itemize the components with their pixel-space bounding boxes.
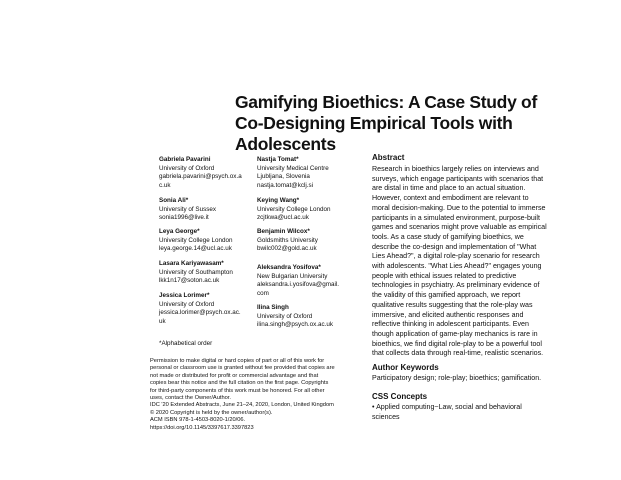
ccs-heading: CSS Concepts — [372, 392, 428, 401]
abstract-line: games and scenarios might prove valuable as empirical — [372, 223, 547, 232]
ccs-body — [372, 403, 590, 422]
author-affiliation: University of Southampton — [159, 268, 233, 276]
author-affiliation: Goldsmiths University — [257, 236, 318, 244]
paper-title: Gamifying Bioethics: A Case Study of Co-Designing Empirical Tools with Adolescents — [235, 92, 537, 154]
author-name: Keying Wang* — [257, 197, 300, 204]
ccs-line: sciences — [372, 412, 400, 421]
abstract-line: that collects data through real-time, realistic scenarios. — [372, 349, 544, 358]
author-name: Aleksandra Yosifova* — [257, 264, 321, 271]
permission-line: Permission to make digital or hard copies of part or all of this work for — [150, 358, 325, 364]
author-name: Nastja Tomat* — [257, 156, 299, 163]
author-block — [257, 264, 357, 298]
abstract-line: moral decision-making. Due to the potential to immerse — [372, 203, 546, 212]
author-block — [159, 292, 245, 326]
abstract-body — [372, 165, 590, 359]
keywords-body — [372, 374, 590, 384]
author-email-cont: com — [257, 289, 269, 297]
author-affiliation-cont: Ljubljana, Slovenia — [257, 173, 310, 181]
abstract-line: immersive, and elicited authentic responses and — [372, 310, 524, 319]
author-affiliation: University of Oxford — [257, 312, 313, 320]
author-name: Sonia Ali* — [159, 197, 189, 204]
abstract-line: describe the co-design and implementation of "What — [372, 242, 537, 251]
permission-block — [150, 358, 362, 432]
abstract-line: Research in bioethics largely relies on interviews and — [372, 165, 539, 173]
abstract-line: though application of game-play mechanics is rare in — [372, 329, 538, 338]
abstract-line: are distal in time and place to an actual situation. — [372, 184, 526, 193]
abstract-line: the validity of this gamified approach, we report — [372, 291, 521, 300]
author-email: leya.george.14@ucl.ac.uk — [159, 245, 232, 253]
author-name: Lasara Kariyawasam* — [159, 260, 224, 267]
author-block — [159, 156, 245, 190]
author-email-cont: uk — [159, 317, 166, 325]
abstract-heading: Abstract — [372, 153, 405, 162]
abstract-line: Lies Ahead?", a digital role-play scenario for research — [372, 252, 540, 261]
author-block — [257, 228, 357, 254]
copyright-line: © 2020 Copyright is held by the owner/author(s). — [150, 409, 273, 416]
author-affiliation: University of Oxford — [159, 164, 215, 172]
keywords-heading: Author Keywords — [372, 363, 439, 372]
author-affiliation: University of Sussex — [159, 205, 217, 213]
author-email: gabriela.pavarini@psych.ox.a — [159, 173, 242, 181]
author-block — [159, 260, 245, 286]
abstract-line: reflective thinking in adolescent participants. Even — [372, 320, 529, 329]
author-name: Jessica Lorimer* — [159, 292, 210, 299]
isbn-line: ACM ISBN 978-1-4503-8020-1/20/06. — [150, 417, 246, 424]
author-email: aleksandra.i.yosifova@gmail. — [257, 281, 339, 289]
permission-line: copies bear this notice and the full citation on the first page. Copyrights — [150, 380, 329, 387]
author-email: lkk1n17@soton.ac.uk — [159, 277, 220, 285]
conference-line: IDC '20 Extended Abstracts, June 21–24, 2020, London, United Kingdom — [150, 402, 334, 409]
permission-line: not made or distributed for profit or commercial advantage and that — [150, 372, 319, 379]
author-block — [159, 197, 245, 223]
author-affiliation: University College London — [257, 205, 331, 213]
author-email: jessica.lorimer@psych.ox.ac. — [159, 309, 241, 317]
author-email: ilina.singh@psych.ox.ac.uk — [257, 321, 334, 329]
abstract-line: surveys, which engage participants with scenarios that — [372, 174, 544, 183]
doi-link[interactable]: https://doi.org/10.1145/3397617.3397823 — [150, 424, 254, 431]
author-block — [257, 156, 357, 190]
author-affiliation: New Bulgarian University — [257, 272, 328, 280]
keywords-text: Participatory design; role-play; bioethics; gamification. — [372, 374, 542, 382]
abstract-line: tools. As a case study of gamifying bioethics, we — [372, 232, 524, 241]
author-name: Gabriela Pavarini — [159, 156, 211, 163]
author-email: sonia1996@live.it — [159, 214, 209, 222]
permission-line: personal or classroom use is granted without fee provided that copies are — [150, 365, 335, 372]
author-email: nastja.tomat@kclj.si — [257, 181, 314, 189]
abstract-line: bioethics, we find digital role-play to be a powerful tool — [372, 339, 542, 348]
author-block — [257, 197, 357, 223]
author-block — [159, 228, 245, 254]
author-affiliation: University College London — [159, 236, 233, 244]
author-name: Ilina Singh — [257, 304, 289, 311]
author-name: Leya George* — [159, 228, 200, 235]
author-affiliation: University of Oxford — [159, 300, 215, 308]
author-affiliation: University Medical Centre — [257, 164, 329, 172]
abstract-line: However, context and embodiment are relevant to — [372, 194, 529, 203]
abstract-line: qualitative results suggesting that the role-play was — [372, 300, 533, 309]
permission-line: uses, contact the Owner/Author. — [150, 395, 231, 402]
author-email: bwilc002@gold.ac.uk — [257, 245, 317, 253]
author-email: zcjtkwa@ucl.ac.uk — [257, 214, 309, 222]
abstract-line: with adolescents. "What Lies Ahead?" engages young — [372, 262, 542, 271]
abstract-line: people with ethical issues related to predictive — [372, 271, 517, 280]
author-name: Benjamin Wilcox* — [257, 228, 310, 235]
ccs-line: • Applied computing~Law, social and behavioral — [372, 403, 522, 411]
abstract-line: participants in a simulated environment, purpose-built — [372, 213, 540, 222]
permission-line: for third-party components of this work must be honored. For all other — [150, 387, 325, 394]
alphabetical-order-note: *Alphabetical order — [159, 340, 213, 347]
author-email-cont: c.uk — [159, 181, 171, 189]
abstract-line: technologies in psychiatry. As preliminary evidence of — [372, 281, 540, 290]
author-block — [257, 304, 357, 330]
